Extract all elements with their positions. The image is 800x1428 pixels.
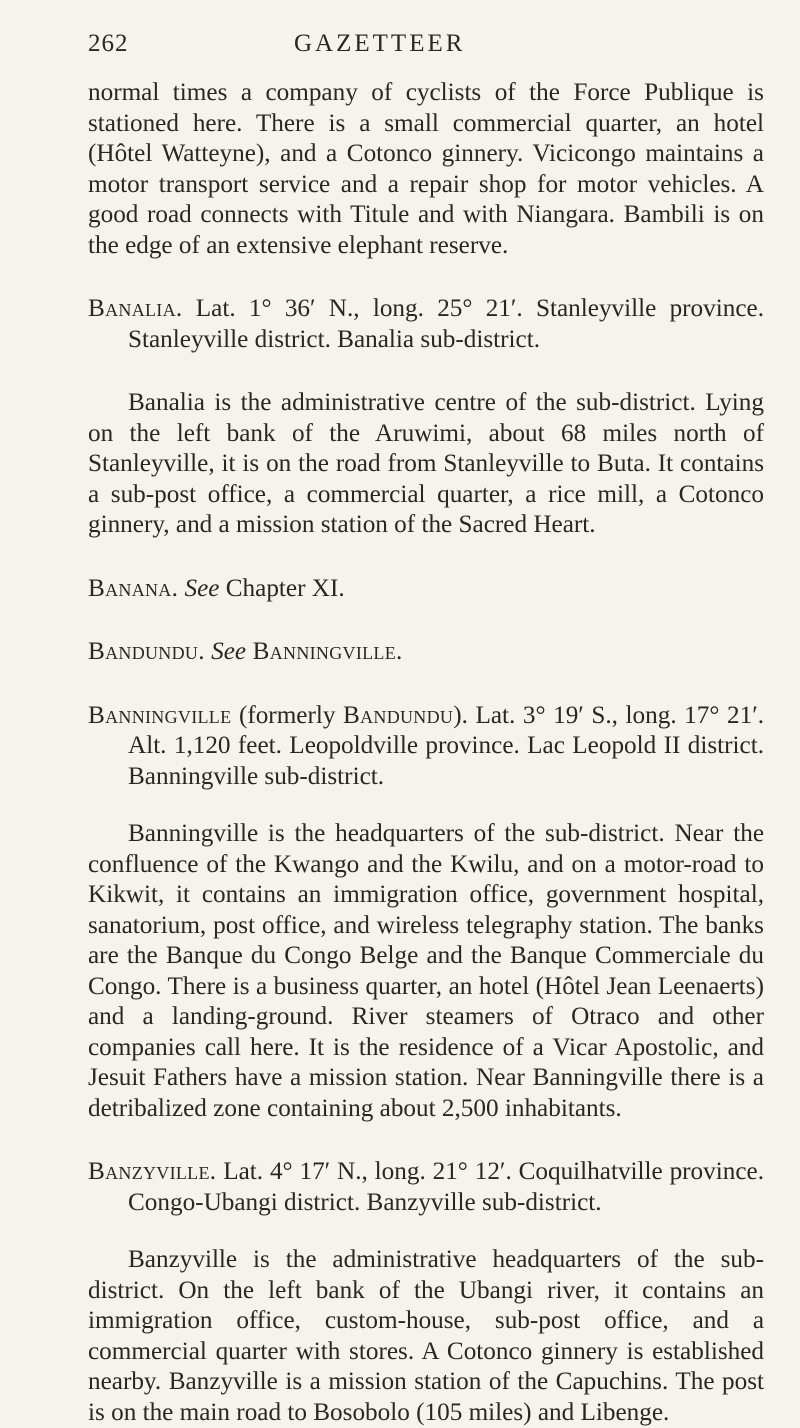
running-title: GAZETTEER	[294, 30, 466, 57]
entry-name: Banalia.	[88, 295, 183, 322]
paragraph-banningville: Banningville is the headquarters of the sub-district. Near the confluence of the Kwango and the Kwilu, and on a motor-road to Kikwit, it contains an immigration office, government hospital, sanatorium, post office, and wireless telegraphy station. The banks are the Banque du Congo Belge and the Banque Commerciale du Congo. There is a business quarter, an hotel (Hôtel Jean Leenaerts) and a landing-ground. River steamers of Otraco and other companies call here. It is the residence of a Vicar Apostolic, and Jesuit Fathers have a mission station. Near Banningville there is a detribalized zone containing about 2,500 inhabitants.	[88, 820, 764, 1122]
entry-name: Banana.	[88, 574, 179, 602]
entry-name: Banzyville.	[88, 1158, 217, 1185]
entry-details: Lat. 1° 36′ N., long. 25° 21′. Stanleyville province. Stanleyville district. Banalia sub-district.	[128, 295, 764, 353]
paragraph-banzyville: Banzyville is the administrative headquarters of the sub-district. On the left bank of the Ubangi river, it contains an immigration office, custom-house, sub-post office, and a commercial quarter with stores. A Cotonco ginnery is established nearby. Banzyville is a mission station of the Capuchins. The post is on the main road to Bosobolo (105 miles) and Libenge.	[88, 1246, 764, 1426]
entry-heading-banningville	[88, 701, 764, 793]
paragraph-banalia: Banalia is the administrative centre of the sub-district. Lying on the left bank of the Aruwimi, about 68 miles north of Stanleyville, it is on the road from Stanleyville to Buta. It contains a sub-post office, a commercial quarter, a rice mill, a Cotonco ginnery, and a mission station of the Sacred Heart.	[88, 389, 764, 538]
page-number: 262	[88, 30, 129, 57]
reference-target: Banningville.	[246, 638, 403, 665]
entry-details: Lat. 4° 17′ N., long. 21° 12′. Coquilhatville province. Congo-Ubangi district. Banzyville sub-district.	[128, 1158, 764, 1216]
entry-name: Bandundu.	[88, 638, 205, 665]
entry-heading-banalia	[88, 294, 764, 355]
see-reference: See	[211, 638, 247, 665]
cross-reference-banana	[88, 574, 764, 605]
cross-reference-bandundu	[88, 637, 764, 668]
entry-former-name: Bandundu	[343, 701, 454, 729]
entry-former-name-intro: (formerly	[231, 701, 344, 729]
entry-heading-banzyville	[88, 1157, 764, 1218]
running-head	[88, 30, 764, 78]
entry-details: ). Lat. 3° 19′ S., long. 17° 21′. Alt. 1,120 feet. Leopoldville province. Lac Leopold II district. Banningville sub-district.	[128, 701, 764, 790]
see-reference: See	[184, 574, 220, 602]
reference-target: Chapter XI.	[219, 574, 345, 602]
entry-name: Banningville	[88, 701, 232, 729]
paragraph-bambili-continuation: normal times a company of cyclists of the Force Publique is stationed here. There is a small commercial quarter, an hotel (Hôtel Watteyne), and a Cotonco ginnery. Vicicongo maintains a motor transport service and a repair shop for motor vehicles. A good road connects with Titule and with Niangara. Bambili is on the edge of an extensive elephant reserve.	[88, 79, 764, 259]
